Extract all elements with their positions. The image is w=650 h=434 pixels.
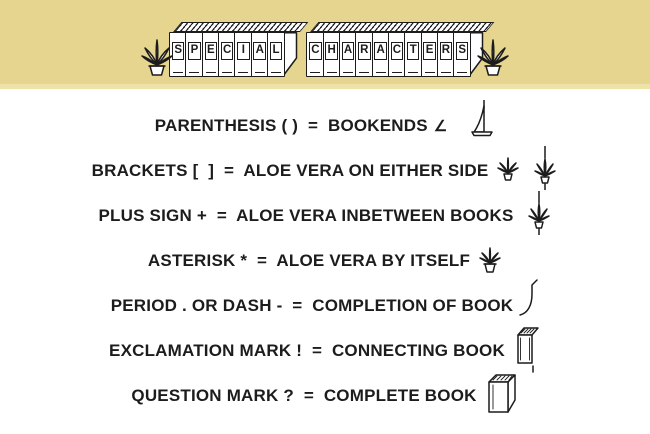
book-spine	[185, 32, 203, 77]
book-spine	[339, 32, 357, 77]
book-letter: T	[407, 42, 420, 60]
legend-row-exclamation-mark	[0, 328, 650, 373]
legend-row-period-dash	[0, 283, 650, 328]
book-letter: S	[172, 42, 185, 60]
book-spine	[388, 32, 406, 77]
book-spine	[453, 32, 471, 77]
aloe-vera-between-books-icon	[526, 191, 552, 235]
complete-book-icon	[485, 373, 519, 417]
bookend-icon	[471, 100, 495, 138]
book-letter: R	[358, 42, 371, 60]
book-letter: C	[221, 42, 234, 60]
book-spine	[218, 32, 236, 77]
book-letter: C	[391, 42, 404, 60]
legend-text: EXCLAMATION MARK ! = CONNECTING BOOK	[109, 340, 505, 360]
legend-text: BRACKETS [ ] = ALOE VERA ON EITHER SIDE	[91, 160, 489, 180]
legend-row-asterisk	[0, 238, 650, 283]
book-letter: P	[188, 42, 201, 60]
bookend-angle-glyph: ∠	[433, 117, 448, 135]
aloe-vera-between-books-icon	[532, 146, 558, 190]
book-letter: E	[205, 42, 218, 60]
connecting-book-icon	[513, 325, 541, 373]
bookshelf-word-characters	[308, 32, 484, 77]
legend-text: QUESTION MARK ? = COMPLETE BOOK	[131, 385, 477, 405]
book-spine	[306, 32, 324, 77]
aloe-vera-plant-icon	[139, 37, 175, 77]
book-spine	[267, 32, 285, 77]
legend-text: PARENTHESIS ( ) = BOOKENDS	[154, 115, 428, 135]
bookshelf-word-special	[171, 32, 298, 77]
aloe-vera-icon	[496, 155, 520, 181]
book-spine	[202, 32, 220, 77]
book-letter: A	[374, 42, 387, 60]
potted-aloe-vera-icon	[478, 245, 502, 273]
book-spine	[421, 32, 439, 77]
bookshelf-title	[139, 32, 511, 84]
book-letter: A	[253, 42, 266, 60]
legend-row-brackets	[0, 148, 650, 193]
legend-row-question-mark	[0, 373, 650, 418]
legend-text: ASTERISK * = ALOE VERA BY ITSELF	[147, 250, 471, 270]
book-letter: E	[423, 42, 436, 60]
book-spine	[404, 32, 422, 77]
aloe-vera-plant-icon	[475, 37, 511, 77]
book-letter: L	[270, 42, 283, 60]
leaning-book-cover-icon	[283, 32, 298, 77]
book-spine	[251, 32, 269, 77]
book-letter: R	[440, 42, 453, 60]
book-spine	[323, 32, 341, 77]
book-letter: S	[456, 42, 469, 60]
book-letter: A	[342, 42, 355, 60]
title-banner	[0, 0, 650, 89]
bookshelf-top-hatch	[310, 22, 495, 32]
book-spine	[355, 32, 373, 77]
legend-text: PLUS SIGN + = ALOE VERA INBETWEEN BOOKS	[98, 205, 514, 225]
book-spine	[372, 32, 390, 77]
book-spine	[437, 32, 455, 77]
bookshelf-top-hatch	[173, 22, 309, 32]
legend-row-plus-sign	[0, 193, 650, 238]
book-letter: I	[237, 42, 250, 60]
book-letter: H	[325, 42, 338, 60]
book-spine-curve-icon	[519, 279, 539, 317]
book-letter: C	[309, 42, 322, 60]
legend-text: PERIOD . OR DASH - = COMPLETION OF BOOK	[110, 295, 514, 315]
legend-row-parenthesis	[0, 103, 650, 148]
legend	[0, 89, 650, 418]
book-spine	[234, 32, 252, 77]
